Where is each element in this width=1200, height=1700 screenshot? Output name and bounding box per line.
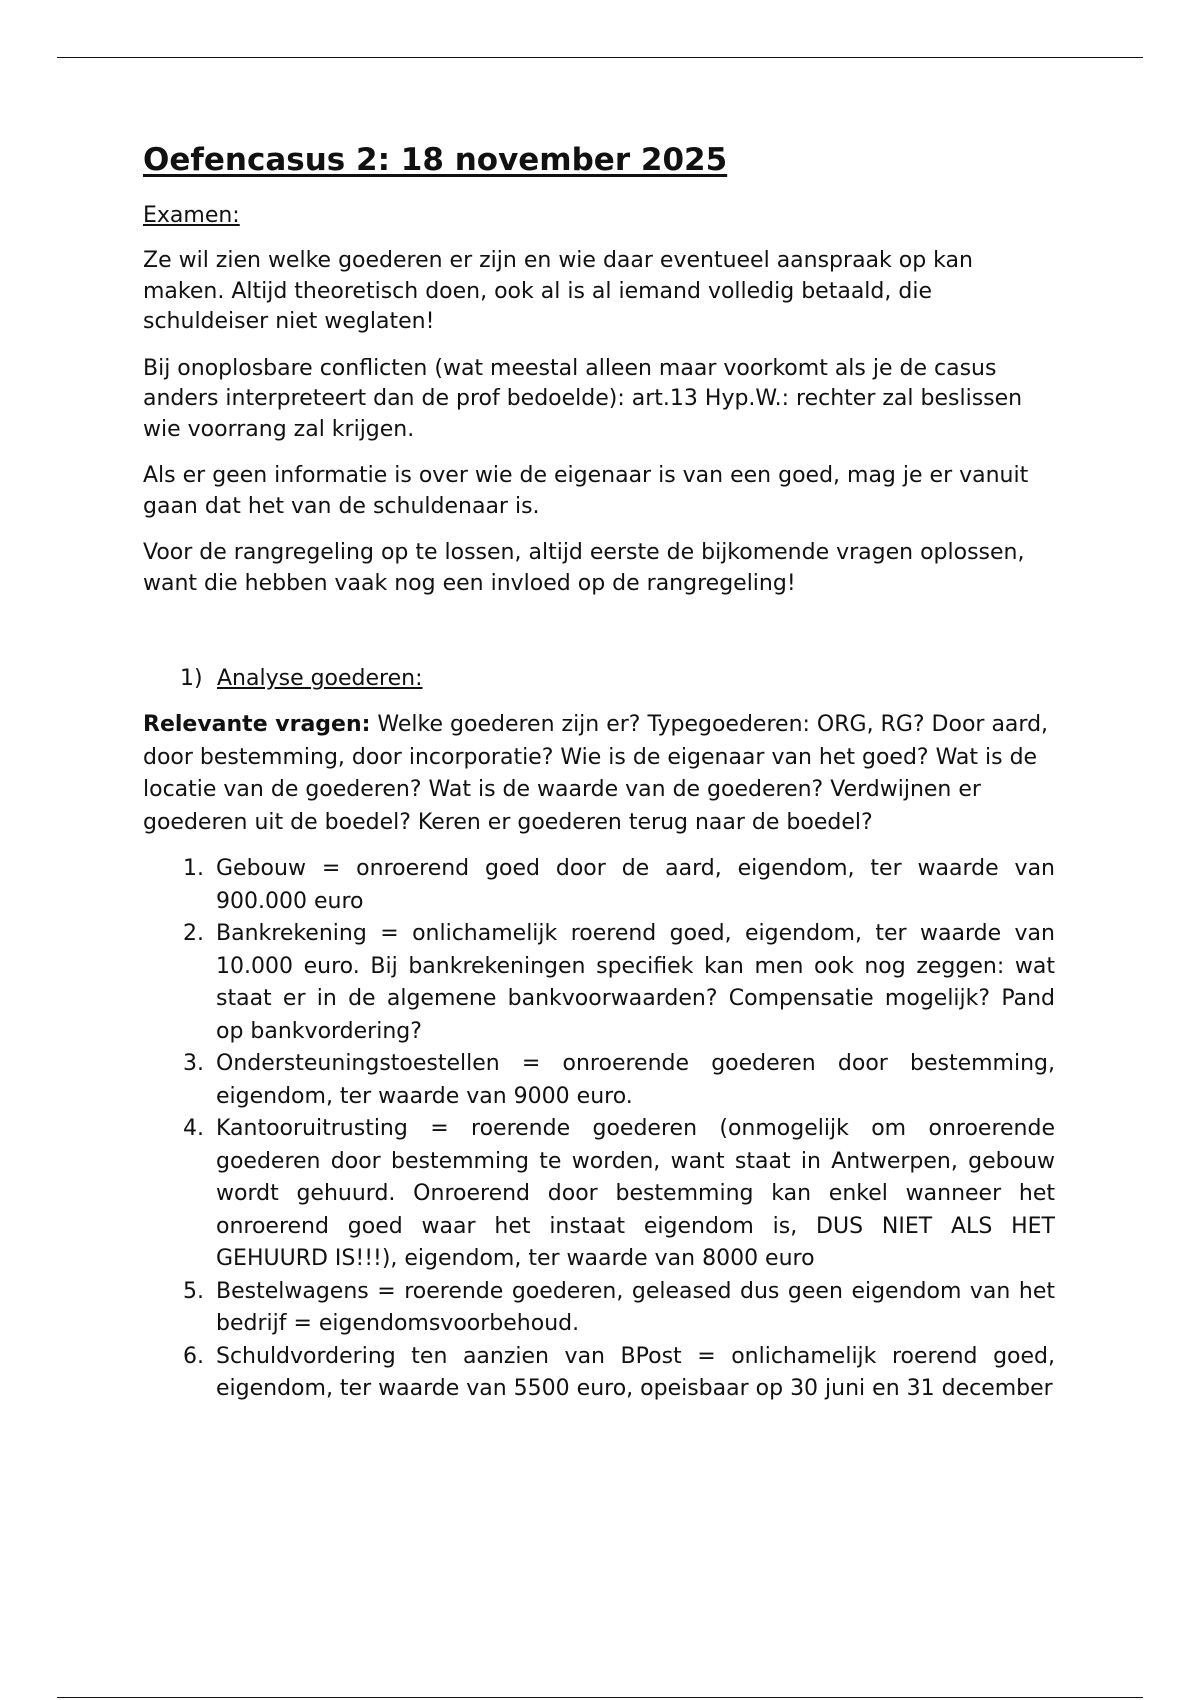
list-item-text: Gebouw = onroerend goed door de aard, eigendom, ter waarde van 900.000 euro	[216, 856, 1055, 914]
list-item-number: 1.	[183, 856, 204, 881]
document-title: Oefencasus 2: 18 november 2025	[143, 142, 728, 178]
list-item	[143, 1276, 1055, 1341]
list-item-number: 6.	[183, 1343, 204, 1369]
list-item-number: 3.	[183, 1051, 204, 1076]
section-number: 1)	[180, 666, 203, 691]
paragraph: Als er geen informatie is over wie de eigenaar is van een goed, mag je er vanuit gaan dat het van de schuldenaar is.	[143, 463, 1029, 519]
footer-rule	[57, 1697, 1143, 1698]
section-heading	[143, 663, 1055, 695]
list-item-text: Bankrekening = onlichamelijk roerend goed, eigendom, ter waarde van 10.000 euro. Bij bankrekeningen specifiek kan men ook nog zeggen: wat staat er in de algemene bankvoorwaarden? Compensatie mogelijk? Pand op bankvordering?	[216, 921, 1055, 1044]
relevant-questions-label: Relevante vragen:	[143, 712, 371, 737]
paragraph: Ze wil zien welke goederen er zijn en wie daar eventueel aanspraak op kan maken. Altijd theoretisch doen, ook al is al iemand volledig betaald, die schuldeiser niet weglaten!	[143, 248, 973, 334]
list-item	[143, 1341, 1055, 1406]
list-item	[143, 853, 1055, 918]
document-page	[143, 140, 1055, 1406]
list-item	[143, 918, 1055, 1048]
paragraph: Voor de rangregeling op te lossen, altijd eerste de bijkomende vragen oplossen, want die hebben vaak nog een invloed op de rangregeling!	[143, 540, 1025, 596]
list-item	[143, 1048, 1055, 1113]
list-item-number: 2.	[183, 921, 204, 946]
list-item	[143, 1113, 1055, 1276]
paragraph: Bij onoplosbare conflicten (wat meestal alleen maar voorkomt als je de casus anders interpreteert dan de prof bedoelde): art.13 Hyp.W.: rechter zal beslissen wie voorrang zal krijgen.	[143, 355, 1023, 442]
header-rule	[57, 57, 1143, 58]
relevant-questions	[143, 709, 1055, 839]
exam-label: Examen:	[143, 203, 240, 228]
relevant-questions-text: Welke goederen zijn er? Typegoederen: ORG, RG? Door aard, door bestemming, door incorporatie? Wie is de eigenaar van het goed? Wat is de locatie van de goederen? Wat is de waarde van de goederen? Verdwijnen er goederen uit de boedel? Keren er goederen terug naar de boedel?	[143, 712, 1049, 835]
list-item-text: Schuldvordering ten aanzien van BPost = onlichamelijk roerend goed, eigendom, ter waarde van 5500 euro, opeisbaar op 30 juni en 31 december	[216, 1343, 1055, 1401]
list-item-text: Kantooruitrusting = roerende goederen (onmogelijk om onroerende goederen door bestemming te worden, want staat in Antwerpen, gebouw wordt gehuurd. Onroerend door bestemming kan enkel wanneer het onroerend goed waar het instaat eigendom is, DUS NIET ALS HET GEHUURD IS!!!), eigendom, ter waarde van 8000 euro	[216, 1116, 1055, 1271]
list-item-text: Ondersteuningstoestellen = onroerende goederen door bestemming, eigendom, ter waarde van 9000 euro.	[216, 1051, 1055, 1109]
section-label: Analyse goederen:	[217, 666, 423, 691]
spacer	[143, 615, 1055, 663]
list-item-number: 5.	[183, 1278, 204, 1304]
goods-list	[143, 853, 1055, 1406]
list-item-text: Bestelwagens = roerende goederen, geleased dus geen eigendom van het bedrijf = eigendomsvoorbehoud.	[216, 1278, 1055, 1336]
list-item-number: 4.	[183, 1116, 204, 1141]
